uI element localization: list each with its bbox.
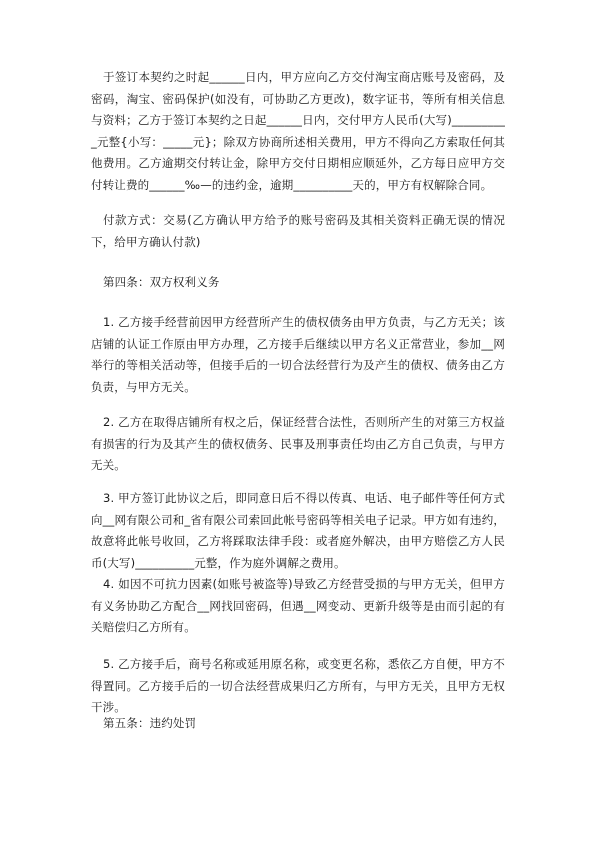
paragraph-clause-4-3: 3. 甲方签订此协议之后，即同意日后不得以传真、电话、电子邮件等任何方式向__网有限公司和_省有限公司索回此帐号密码等相关电子记录。甲方如有违约，故意将此帐号收回，乙方将踩取法律手段：或者庭外解决，由甲方赔偿乙方人民币(大写)__________元整，作为庭外调解之费用。	[91, 491, 505, 570]
paragraph-clause-4-2: 2. 乙方在取得店铺所有权之后，保证经营合法性，否则所产生的对第三方权益有损害的行为及其产生的债权债务、民事及刑事责任均由乙方自己负责，与甲方无关。	[91, 415, 505, 472]
heading-article-5: 第五条：违约处罚	[103, 716, 197, 730]
paragraph-clause-4-5: 5. 乙方接手后，商号名称或延用原名称，或变更名称，悉依乙方自便，甲方不得置同。乙方接手后的一切合法经营成果归乙方所有，与甲方无关，且甲方无权干涉。	[91, 657, 505, 714]
paragraph-payment-method: 付款方式：交易(乙方确认甲方给予的账号密码及其相关资料正确无误的情况下，给甲方确认付款)	[91, 213, 505, 249]
paragraph-handover-terms: 于签订本契约之时起______日内，甲方应向乙方交付淘宝商店账号及密码，及密码，淘宝、密码保护(如没有，可协助乙方更改)，数字证书，等所有相关信息与资料；乙方于签订本契约之日起______日内，交付甲方人民币(大写)__________元整{小写：_____元}；除双方协商所述相关费用，甲方不得向乙方索取任何其他费用。乙方逾期交付转让金，除甲方交付日期相应顺延外，乙方每日应甲方交付转让费的______‰—的违约金，逾期__________天的，甲方有权解除合同。	[91, 70, 505, 192]
paragraph-clause-4-4: 4. 如因不可抗力因素(如账号被盗等)导致乙方经营受损的与甲方无关，但甲方有义务协助乙方配合__网找回密码，但遇__网变动、更新升级等是由而引起的有关赔偿归乙方所有。	[91, 577, 505, 634]
paragraph-clause-4-1: 1. 乙方接手经营前因甲方经营所产生的债权债务由甲方负责，与乙方无关；该店铺的认证工作原由甲方办理，乙方接手后继续以甲方名义正常营业，参加__网举行的等相关活动等，但接手后的一切合法经营行为及产生的债权、债务由乙方负责，与甲方无关。	[91, 315, 505, 394]
heading-article-4: 第四条：双方权利义务	[103, 275, 220, 289]
